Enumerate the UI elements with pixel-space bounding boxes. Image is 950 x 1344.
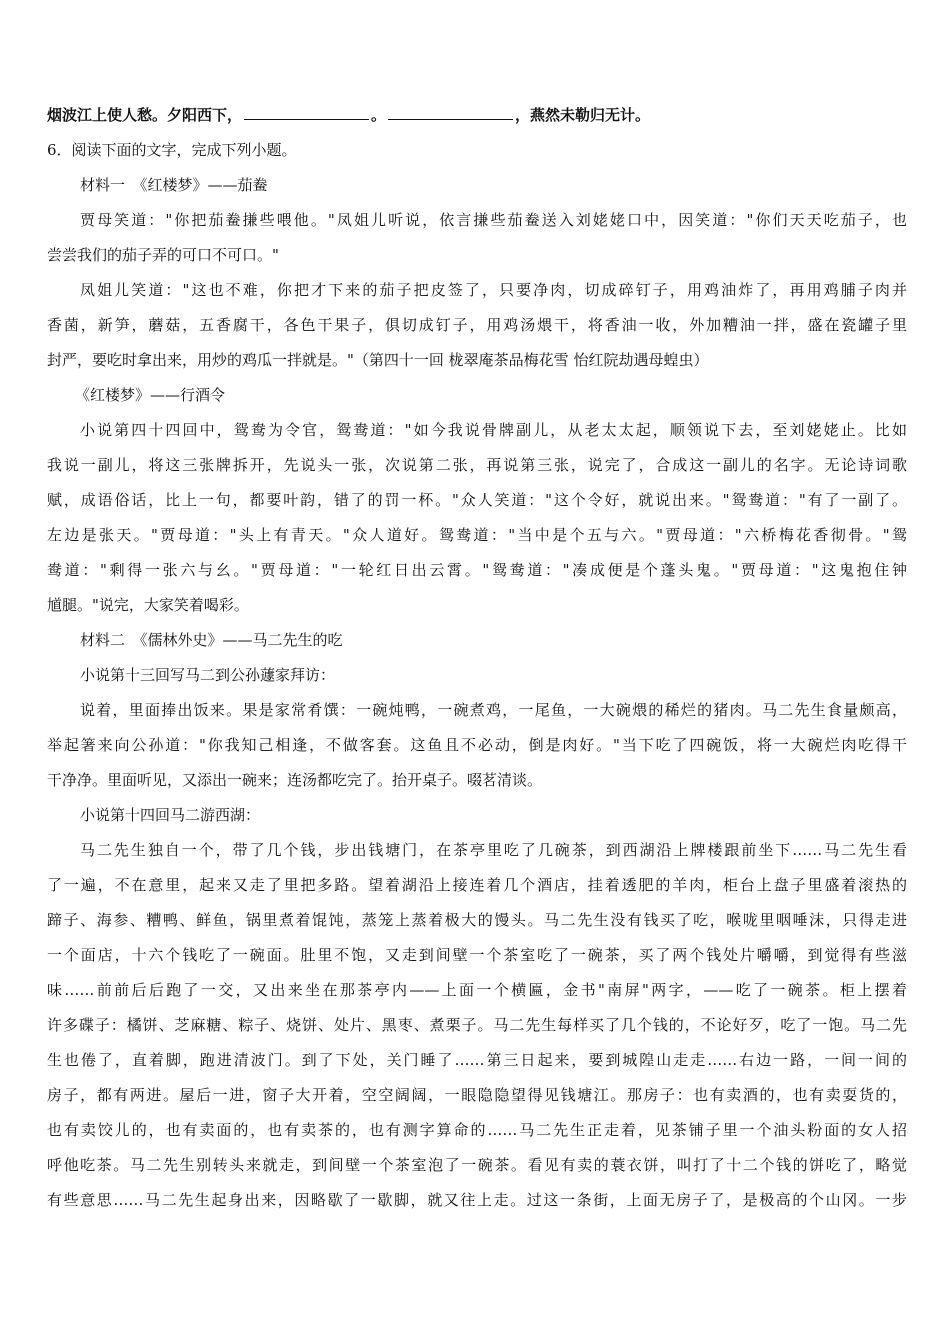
material1-paragraph-line: 香菌，新笋，蘑菇，五香腐干，各色干果子，俱切成钉子，用鸡汤煨干，将香油一收，外加糟油一拌，盛在瓷罐子里 — [47, 316, 907, 334]
material2-paragraph-line: 味……前前后后跑了一交，又出来坐在那茶亭内——上面一个横匾，金书"南屏"两字，——吃了一碗茶。柜上摆着 — [47, 981, 907, 999]
material2-paragraph-line: 干净净。里面听见，又添出一碗来；连汤都吃完了。抬开桌子。啜茗清谈。 — [47, 771, 543, 789]
material1-paragraph-line: 馗腿。"说完，大家笑着喝彩。 — [47, 596, 249, 614]
material2-paragraph-line: 生也倦了，直着脚，跑进清波门。到了下处，关门睡了……第三日起来，要到城隍山走走……右边一路，一间一间的 — [47, 1051, 907, 1069]
material1-title: 材料一 《红楼梦》——茄鲞 — [80, 176, 268, 194]
material2-paragraph-line: 也有卖饺儿的，也有卖面的，也有卖茶的，也有测字算命的……马二先生正走着，见茶铺子里一个油头粉面的女人招 — [47, 1121, 907, 1139]
material2-paragraph-line: 一个面店，十六个钱吃了一碗面。肚里不饱，又走到间壁一个茶室吃了一碗茶，买了两个钱处片嚼嚼，到觉得有些滋 — [47, 946, 907, 964]
poem-text-3: ，燕然未勒归无计。 — [515, 106, 651, 124]
material1-paragraph-line: 尝尝我们的茄子弄的可口不可口。" — [47, 246, 279, 264]
poem-text-2: 。 — [371, 106, 387, 124]
answer-blank-2[interactable] — [388, 105, 513, 120]
material2-paragraph-line: 有些意思……马二先生起身出来，因略歇了一歇脚，就又往上走。过这一条街，上面无房子了，是极高的个山冈。一步 — [47, 1191, 907, 1209]
poem-fill-blank-line — [47, 98, 907, 133]
poem-text-1: 烟波江上使人愁。夕阳西下， — [47, 106, 243, 124]
material2-paragraph-line: 蹄子、海参、糟鸭、鲜鱼，锅里煮着馄饨，蒸笼上蒸着极大的馒头。马二先生没有钱买了吃，喉咙里咽唾沫，只得走进 — [47, 911, 907, 929]
material1-paragraph-line: 贾母笑道："你把茄鲞搛些喂他。"凤姐儿听说，依言搛些茄鲞送入刘姥姥口中，因笑道："你们天天吃茄子，也 — [80, 211, 907, 229]
material1-paragraph-line: 我说一副儿，将这三张牌拆开，先说头一张，次说第二张，再说第三张，说完了，合成这一副儿的名字。无论诗词歌 — [47, 456, 907, 474]
document-body — [47, 98, 907, 1218]
material1-paragraph-line: 鸯道："剩得一张六与幺。"贾母道："一轮红日出云霄。"鸳鸯道："凑成便是个蓬头鬼。"贾母道："这鬼抱住钟 — [47, 561, 907, 579]
material2-paragraph-line: 说着，里面捧出饭来。果是家常肴馔：一碗炖鸭，一碗煮鸡，一尾鱼，一大碗煨的稀烂的猪肉。马二先生食量颇高， — [80, 701, 907, 719]
material2-intro: 小说第十三回写马二到公孙蘧家拜访： — [80, 666, 336, 684]
answer-blank-1[interactable] — [244, 105, 369, 120]
material2-paragraph-line: 了一遍，不在意里，起来又走了里把多路。望着湖沿上接连着几个酒店，挂着透肥的羊肉，柜台上盘子里盛着滚热的 — [47, 876, 907, 894]
question-heading: 6．阅读下面的文字，完成下列小题。 — [47, 141, 297, 159]
material1-paragraph-line: 凤姐儿笑道："这也不难，你把才下来的茄子把皮签了，只要净肉，切成碎钉子，用鸡油炸了，再用鸡脯子肉并 — [80, 281, 907, 299]
material1-paragraph-line: 左边是张天。"贾母道："头上有青天。"众人道好。鸳鸯道："当中是个五与六。"贾母道："六桥梅花香彻骨。"鸳 — [47, 526, 907, 544]
material2-paragraph-line: 许多碟子：橘饼、芝麻糖、粽子、烧饼、处片、黑枣、煮栗子。马二先生每样买了几个钱的，不论好歹，吃了一饱。马二先 — [47, 1016, 907, 1034]
material1-paragraph-line: 赋，成语俗话，比上一句，都要叶韵，错了的罚一杯。"众人笑道："这个令好，就说出来。"鸳鸯道："有了一副了。 — [47, 491, 907, 509]
material2-paragraph-line: 呼他吃茶。马二先生别转头来就走，到间壁一个茶室泡了一碗茶。看见有卖的蓑衣饼，叫打了十二个钱的饼吃了，略觉 — [47, 1156, 907, 1174]
material2-paragraph-line: 马二先生独自一个，带了几个钱，步出钱塘门，在茶亭里吃了几碗茶，到西湖沿上牌楼跟前坐下……马二先生看 — [80, 841, 907, 859]
material1-paragraph-line: 封严，要吃时拿出来，用炒的鸡瓜一拌就是。"（第四十一回 栊翠庵茶品梅花雪 怡红院劫遇母蝗虫） — [47, 351, 709, 369]
material1-subtitle: 《红楼梦》——行酒令 — [75, 386, 226, 404]
material2-intro: 小说第十四回马二游西湖： — [80, 806, 261, 824]
material2-paragraph-line: 房子，都有两进。屋后一进，窗子大开着，空空阔阔，一眼隐隐望得见钱塘江。那房子：也有卖酒的，也有卖耍货的， — [47, 1086, 907, 1104]
material2-paragraph-line: 举起箸来向公孙道："你我知己相逢，不做客套。这鱼且不必动，倒是肉好。"当下吃了四碗饭，将一大碗烂肉吃得干 — [47, 736, 907, 754]
material2-title: 材料二 《儒林外史》——马二先生的吃 — [80, 631, 343, 649]
material1-paragraph-line: 小说第四十四回中，鸳鸯为令官，鸳鸯道："如今我说骨牌副儿，从老太太起，顺领说下去，至刘姥姥止。比如 — [80, 421, 907, 439]
